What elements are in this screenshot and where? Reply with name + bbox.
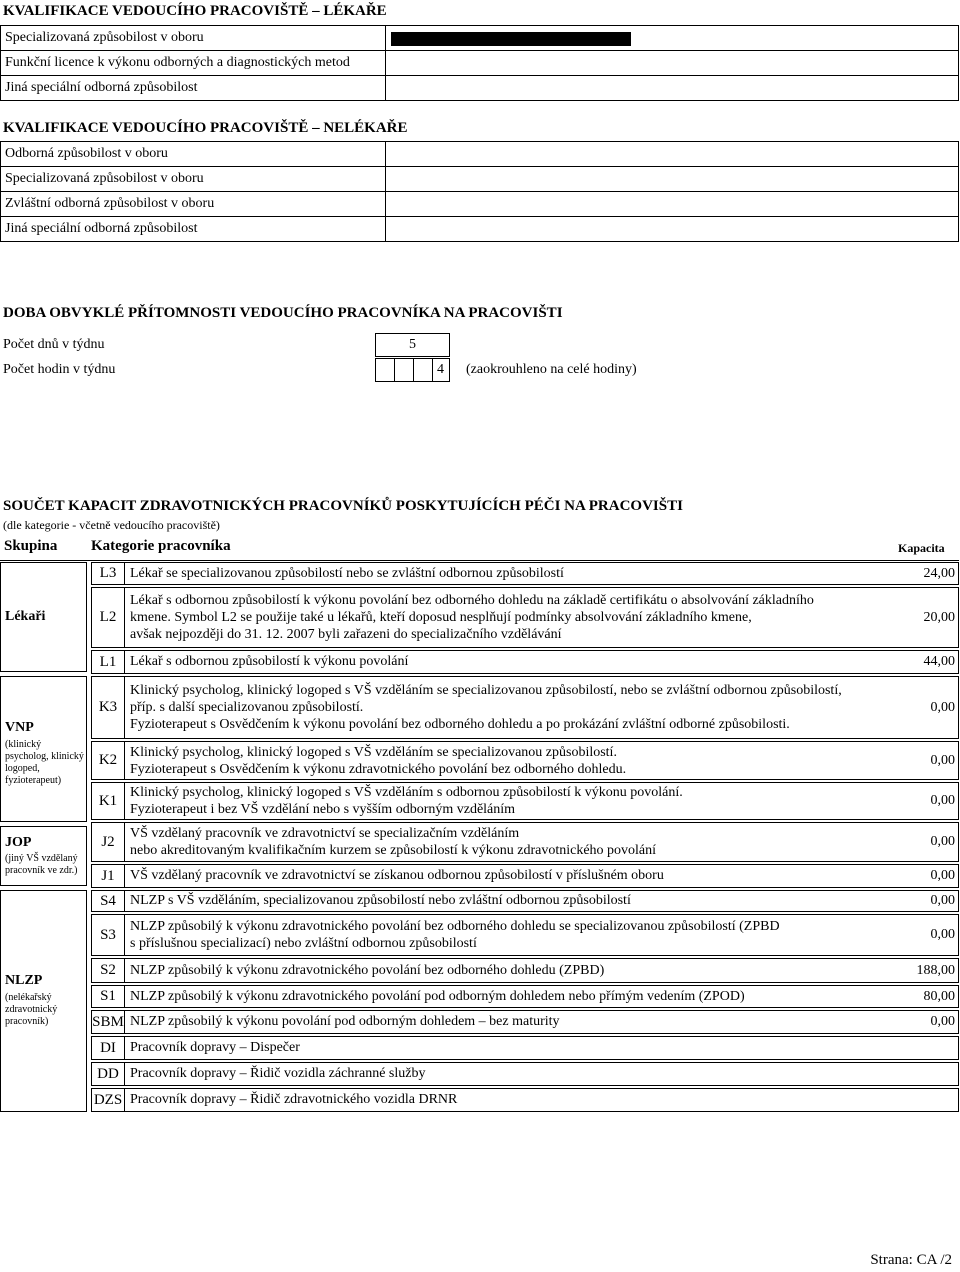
lekar-row-label: Specializovaná způsobilost v oboru xyxy=(1,26,386,51)
description-line: NLZP s VŠ vzděláním, specializovanou způsobilostí nebo zvláštní odbornou způsobilostí xyxy=(130,893,631,908)
section-nelekar-title: KVALIFIKACE VEDOUCÍHO PRACOVIŠTĚ – NELÉKAŘE xyxy=(3,120,408,136)
capacity-value[interactable]: 0,00 xyxy=(930,752,955,768)
capacity-row xyxy=(91,914,959,956)
category-description xyxy=(130,986,888,1007)
section-capacity-subtitle: (dle kategorie - včetně vedoucího pracoviště) xyxy=(3,518,220,532)
description-line: Pracovník dopravy – Řidič vozidla záchranné služby xyxy=(130,1066,426,1081)
nelekar-row-label: Zvláštní odborná způsobilost v oboru xyxy=(1,192,386,217)
lekar-row-value[interactable] xyxy=(386,76,959,101)
capacity-value[interactable]: 0,00 xyxy=(930,699,955,715)
category-description xyxy=(130,823,888,861)
capacity-value[interactable]: 0,00 xyxy=(930,1014,955,1029)
category-description xyxy=(130,1037,888,1059)
capacity-value[interactable]: 44,00 xyxy=(923,654,955,669)
category-description xyxy=(130,915,888,955)
capacity-value[interactable]: 20,00 xyxy=(923,609,955,625)
category-code: DD xyxy=(92,1063,125,1085)
description-line: VŠ vzdělaný pracovník ve zdravotnictví se získanou odbornou způsobilostí v příslušném oboru xyxy=(130,868,664,883)
group-nlzp xyxy=(0,890,87,1112)
category-code: L2 xyxy=(92,588,125,647)
capacity-value[interactable]: 80,00 xyxy=(923,988,955,1004)
section-presence-title: DOBA OBVYKLÉ PŘÍTOMNOSTI VEDOUCÍHO PRACOVNÍKA NA PRACOVIŠTI xyxy=(3,305,563,321)
description-line: s příslušnou specializací) nebo zvláštní odbornou způsobilostí xyxy=(130,936,477,951)
hours-field[interactable] xyxy=(375,358,450,382)
capacity-row xyxy=(91,822,959,862)
description-line: Fyzioterapeut i bez VŠ vzdělání nebo s vyšším odborným vzděláním xyxy=(130,802,516,817)
category-code: S3 xyxy=(92,915,125,955)
hours-note: (zaokrouhleno na celé hodiny) xyxy=(466,362,637,377)
col-group-header: Skupina xyxy=(4,538,58,554)
capacity-row xyxy=(91,958,959,983)
category-description xyxy=(130,783,888,819)
category-description xyxy=(130,1011,888,1033)
description-line: Pracovník dopravy – Dispečer xyxy=(130,1040,300,1055)
capacity-row xyxy=(91,782,959,820)
category-description xyxy=(130,651,888,673)
capacity-value[interactable]: 24,00 xyxy=(923,565,955,581)
capacity-row xyxy=(91,562,959,585)
group-nlzp-note: (nelékařský zdravotnický pracovník) xyxy=(5,992,58,1027)
description-line: NLZP způsobilý k výkonu povolání pod odborným dohledem – bez maturity xyxy=(130,1014,560,1029)
category-description xyxy=(130,865,888,887)
category-code: J1 xyxy=(92,865,125,887)
capacity-row xyxy=(91,890,959,912)
category-description xyxy=(130,588,888,647)
capacity-row xyxy=(91,864,959,888)
group-jop xyxy=(0,826,87,886)
hours-value: 4 xyxy=(437,362,444,377)
description-line: Klinický psycholog, klinický logoped s VŠ vzděláním se specializovanou způsobilostí, nebo se zvláštní odbornou způsobilostí, xyxy=(130,683,842,698)
description-line: Pracovník dopravy – Řidič zdravotnického vozidla DRNR xyxy=(130,1092,458,1107)
category-description xyxy=(130,1089,888,1111)
capacity-value[interactable]: 188,00 xyxy=(916,962,955,978)
section-capacity-title: SOUČET KAPACIT ZDRAVOTNICKÝCH PRACOVNÍKŮ POSKYTUJÍCÍCH PÉČI NA PRACOVIŠTI xyxy=(3,498,683,514)
description-line: Lékař s odbornou způsobilostí k výkonu povolání xyxy=(130,654,409,669)
description-line: NLZP způsobilý k výkonu zdravotnického povolání bez odborného dohledu se specializovanou způsobilostí (ZPBD xyxy=(130,919,780,934)
category-code: K1 xyxy=(92,783,125,819)
category-description xyxy=(130,891,888,911)
description-line: Fyzioterapeut s Osvědčením k výkonu zdravotnického povolání bez odborného dohledu. xyxy=(130,761,627,777)
lekar-row-label: Funkční licence k výkonu odborných a diagnostických metod xyxy=(1,51,386,76)
group-nlzp-label: NLZP xyxy=(5,973,43,988)
description-line: příp. s další specializovanou způsobilostí. xyxy=(130,700,364,715)
capacity-value[interactable]: 0,00 xyxy=(930,927,955,942)
capacity-value[interactable]: 0,00 xyxy=(930,868,955,883)
page-footer: Strana: CA /2 xyxy=(870,1252,952,1268)
nelekar-row-value[interactable] xyxy=(386,167,959,192)
lekar-row-label: Jiná speciální odborná způsobilost xyxy=(1,76,386,101)
days-field[interactable] xyxy=(375,333,450,357)
capacity-row xyxy=(91,741,959,780)
description-line: Lékař se specializovanou způsobilostí nebo se zvláštní odbornou způsobilostí xyxy=(130,565,564,581)
category-description xyxy=(130,742,888,779)
category-description xyxy=(130,563,888,584)
capacity-value[interactable]: 0,00 xyxy=(930,793,955,808)
nelekar-row-value[interactable] xyxy=(386,217,959,242)
description-line: VŠ vzdělaný pracovník ve zdravotnictví se specializačním vzděláním xyxy=(130,826,520,841)
hours-label: Počet hodin v týdnu xyxy=(3,362,116,377)
group-vnp-note: (klinický psycholog, klinický logoped, fyzioterapeut) xyxy=(5,739,84,786)
category-code: L3 xyxy=(92,563,125,584)
nelekar-qualification-table xyxy=(0,141,959,242)
category-code: L1 xyxy=(92,651,125,673)
description-line: avšak nejpozději do 31. 12. 2007 byli zařazeni do specializačního vzdělávání xyxy=(130,627,562,642)
group-lekari-label: Lékaři xyxy=(5,609,46,624)
lekar-row-value[interactable] xyxy=(386,51,959,76)
col-category-header: Kategorie pracovníka xyxy=(91,538,231,554)
description-line: NLZP způsobilý k výkonu zdravotnického povolání bez odborného dohledu (ZPBD) xyxy=(130,962,605,978)
category-code: K3 xyxy=(92,677,125,738)
category-code: S1 xyxy=(92,986,125,1007)
group-lekari xyxy=(0,562,87,672)
category-code: S2 xyxy=(92,959,125,982)
days-label: Počet dnů v týdnu xyxy=(3,337,105,352)
nelekar-row-value[interactable] xyxy=(386,192,959,217)
nelekar-row-label: Jiná speciální odborná způsobilost xyxy=(1,217,386,242)
category-code: S4 xyxy=(92,891,125,911)
description-line: nebo akreditovaným kvalifikačním kurzem se způsobilostí k výkonu zdravotnického povolání xyxy=(130,843,657,858)
description-line: kmene. Symbol L2 se použije také u lékařů, kteří doposud nesplňují podmínky absolvování základního kmene, xyxy=(130,610,752,625)
category-code: J2 xyxy=(92,823,125,861)
capacity-row xyxy=(91,1088,959,1112)
header-divider xyxy=(0,560,959,561)
col-capacity-header: Kapacita xyxy=(898,541,945,555)
group-jop-note: (jiný VŠ vzdělaný pracovník ve zdr.) xyxy=(5,853,78,876)
group-jop-label: JOP xyxy=(5,835,32,850)
category-description xyxy=(130,677,888,738)
category-description xyxy=(130,1063,888,1085)
capacity-row xyxy=(91,1010,959,1034)
group-vnp xyxy=(0,676,87,822)
description-line: Fyzioterapeut s Osvědčením k výkonu povolání bez odborného dohledu a po prokázání zvláštní odborné způsobilosti. xyxy=(130,717,790,732)
capacity-row xyxy=(91,985,959,1008)
description-line: Klinický psycholog, klinický logoped s VŠ vzděláním s odbornou způsobilostí k výkonu povolání. xyxy=(130,785,683,800)
description-line: Klinický psycholog, klinický logoped s VŠ vzděláním se specializovanou způsobilostí. xyxy=(130,744,617,760)
capacity-value[interactable]: 0,00 xyxy=(930,893,955,908)
nelekar-row-value[interactable] xyxy=(386,142,959,167)
capacity-row xyxy=(91,1062,959,1086)
redacted-block xyxy=(391,32,631,46)
group-vnp-label: VNP xyxy=(5,720,34,735)
description-line: Lékař s odbornou způsobilostí k výkonu povolání bez odborného dohledu na základě certifikátu o absolvování základního xyxy=(130,593,814,608)
capacity-row xyxy=(91,650,959,674)
category-description xyxy=(130,959,888,982)
description-line: NLZP způsobilý k výkonu zdravotnického povolání pod odborným dohledem nebo přímým vedením (ZPOD) xyxy=(130,988,745,1004)
category-code: DI xyxy=(92,1037,125,1059)
category-code: SBM xyxy=(92,1011,125,1033)
category-code: K2 xyxy=(92,742,125,779)
capacity-row xyxy=(91,676,959,739)
category-code: DZS xyxy=(92,1089,125,1111)
nelekar-row-label: Odborná způsobilost v oboru xyxy=(1,142,386,167)
capacity-value[interactable]: 0,00 xyxy=(930,834,955,849)
days-value: 5 xyxy=(409,337,416,352)
capacity-row xyxy=(91,1036,959,1060)
capacity-row xyxy=(91,587,959,648)
nelekar-row-label: Specializovaná způsobilost v oboru xyxy=(1,167,386,192)
section-lekar-title: KVALIFIKACE VEDOUCÍHO PRACOVIŠTĚ – LÉKAŘE xyxy=(3,3,387,19)
